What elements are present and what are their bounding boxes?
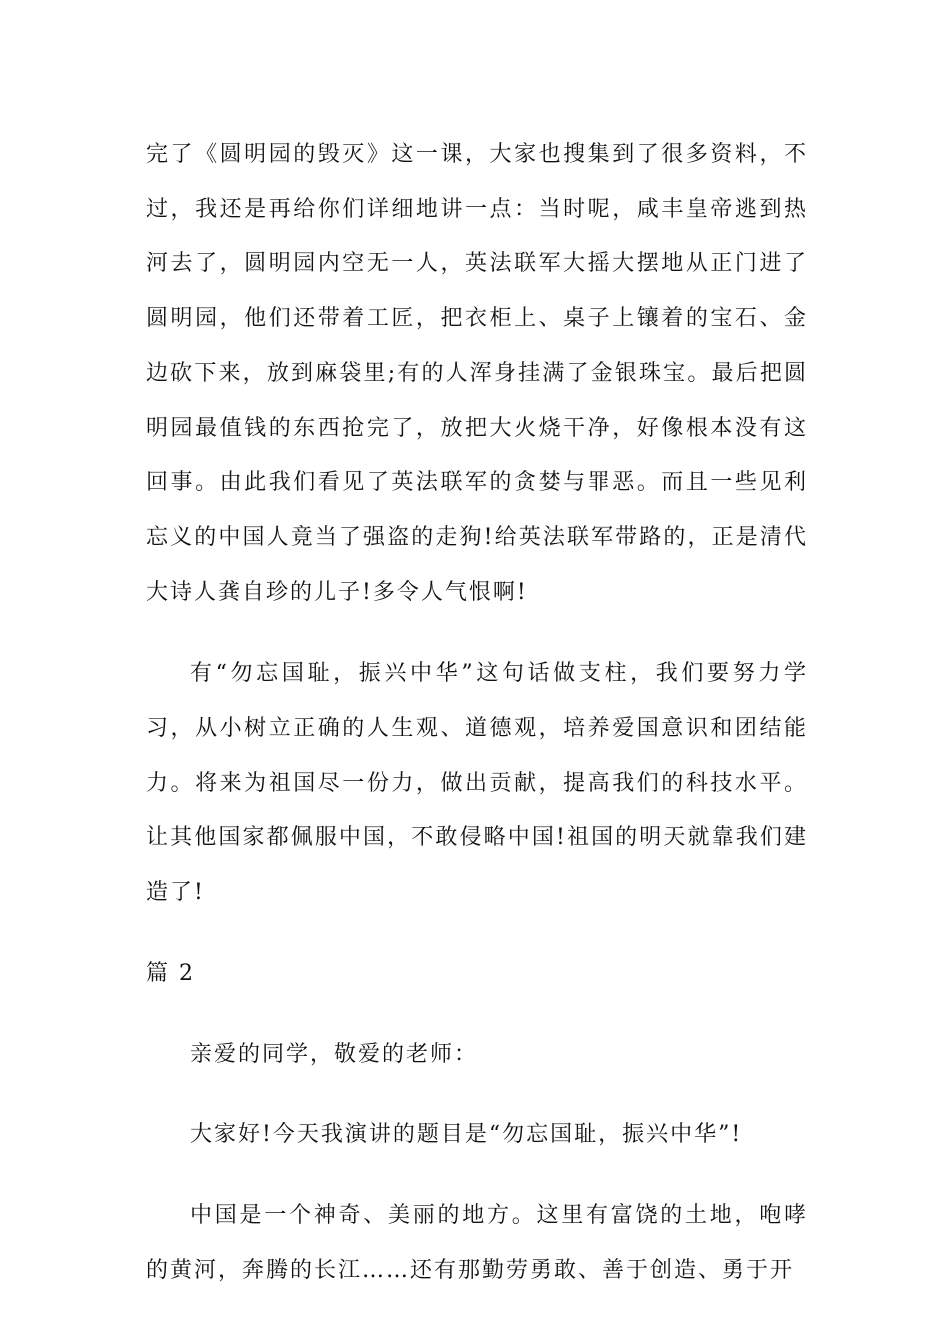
paragraph-never-forget: 有“勿忘国耻，振兴中华”这句话做支柱，我们要努力学习，从小树立正确的人生观、道德观，培养爱国意识和团结能力。将来为祖国尽一份力，做出贡献，提高我们的科技水平。让其他国家都佩服中国，不敢侵略中国!祖国的明天就靠我们建造了! <box>146 661 808 906</box>
paragraph-yuanmingyuan: 完了《圆明园的毁灭》这一课，大家也搜集到了很多资料，不过，我还是再给你们详细地讲一点：当时呢，咸丰皇帝逃到热河去了，圆明园内空无一人，英法联军大摇大摆地从正门进了圆明园，他们还带着工匠，把衣柜上、桌子上镶着的宝石、金边砍下来，放到麻袋里;有的人浑身挂满了金银珠宝。最后把圆明园最值钱的东西抢完了，放把大火烧干净，好像根本没有这回事。由此我们看见了英法联军的贪婪与罪恶。而且一些见利忘义的中国人竟当了强盗的走狗!给英法联军带路的，正是清代大诗人龚自珍的儿子!多令人气恨啊! <box>146 142 808 605</box>
document-body <box>146 128 808 1298</box>
paragraph-china-intro: 中国是一个神奇、美丽的地方。这里有富饶的土地，咆哮的黄河，奔腾的长江……还有那勤劳勇敢、善于创造、勇于开 <box>146 1202 808 1283</box>
section-heading: 篇 2 <box>146 960 195 986</box>
paragraph-salutation: 亲爱的同学，敬爱的老师： <box>190 1041 479 1067</box>
paragraph-greeting: 大家好!今天我演讲的题目是“勿忘国耻，振兴中华”! <box>190 1122 743 1148</box>
